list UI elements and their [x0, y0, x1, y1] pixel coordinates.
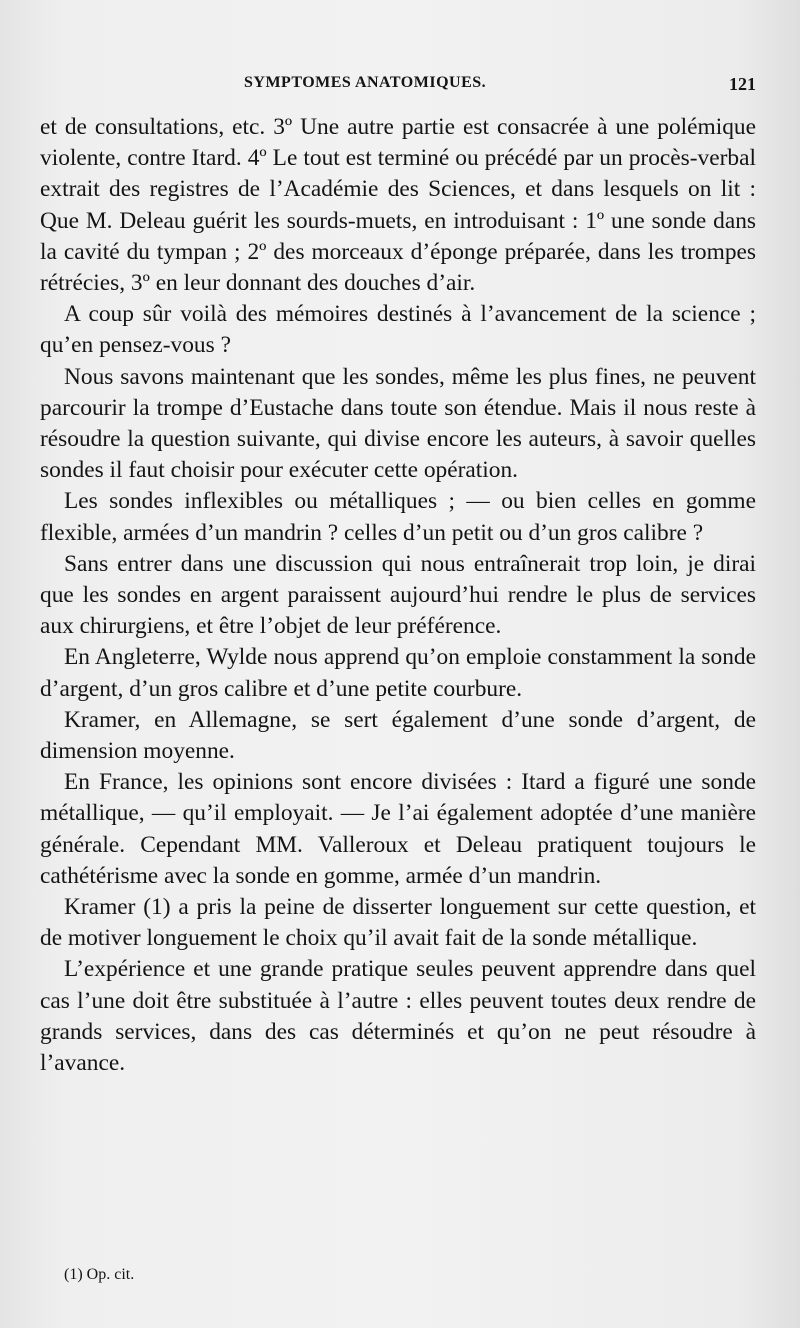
paragraph: Les sondes inflexibles ou métalliques ; — ou bien celles en gomme flexible, armées d’un mandrin ? celles d’un petit ou d’un gros calibre ?: [40, 488, 756, 546]
paragraph: Sans entrer dans une discussion qui nous entraînerait trop loin, je dirai que les sondes en argent paraissent aujourd’hui rendre le plus de services aux chirurgiens, et être l’objet de leur préférence.: [40, 550, 756, 640]
paragraph: Kramer (1) a pris la peine de disserter longuement sur cette question, et de motiver longuement le choix qu’il avait fait de la sonde métallique.: [40, 894, 756, 952]
page-number: 121: [729, 74, 756, 94]
paragraph: et de consultations, etc. 3º Une autre partie est consacrée à une polémique violente, contre Itard. 4º Le tout est terminé ou précédé par un procès-verbal extrait des registres de l’Académie des Sciences, et dans lesquels on lit : Que M. Deleau guérit les sourds-muets, en introduisant : 1º une sonde dans la cavité du tympan ; 2º des morceaux d’éponge préparée, dans les trompes rétrécies, 3º en leur donnant des douches d’air.: [40, 114, 756, 297]
paragraph: L’expérience et une grande pratique seules peuvent apprendre dans quel cas l’une doit être substituée à l’autre : elles peuvent toutes deux rendre de grands services, dans des cas déterminés et qu’on ne peut résoudre à l’avance.: [40, 956, 756, 1077]
paragraph: Kramer, en Allemagne, se sert également d’une sonde d’argent, de dimension moyenne.: [40, 706, 756, 765]
body-text: [40, 112, 756, 1079]
running-head-title: SYMPTOMES ANATOMIQUES.: [244, 74, 487, 91]
paragraph: En France, les opinions sont encore divisées : Itard a figuré une sonde métallique, — qu’il employait. — Je l’ai également adoptée d’une manière générale. Cependant MM. Valleroux et Deleau pratiquent toujours le cathétérisme avec la sonde en gomme, armée d’un mandrin.: [40, 769, 756, 889]
paragraph: En Angleterre, Wylde nous apprend qu’on emploie constamment la sonde d’argent, d’un gros calibre et d’une petite courbure.: [40, 644, 756, 702]
footnote: (1) Op. cit.: [64, 1266, 135, 1283]
running-head: [40, 74, 760, 100]
paragraph: Nous savons maintenant que les sondes, même les plus fines, ne peuvent parcourir la trompe d’Eustache dans toute son étendue. Mais il nous reste à résoudre la question suivante, qui divise encore les auteurs, à savoir quelles sondes il faut choisir pour exécuter cette opération.: [40, 363, 756, 484]
paragraph: A coup sûr voilà des mémoires destinés à l’avancement de la science ; qu’en pensez-vous ?: [40, 301, 756, 359]
